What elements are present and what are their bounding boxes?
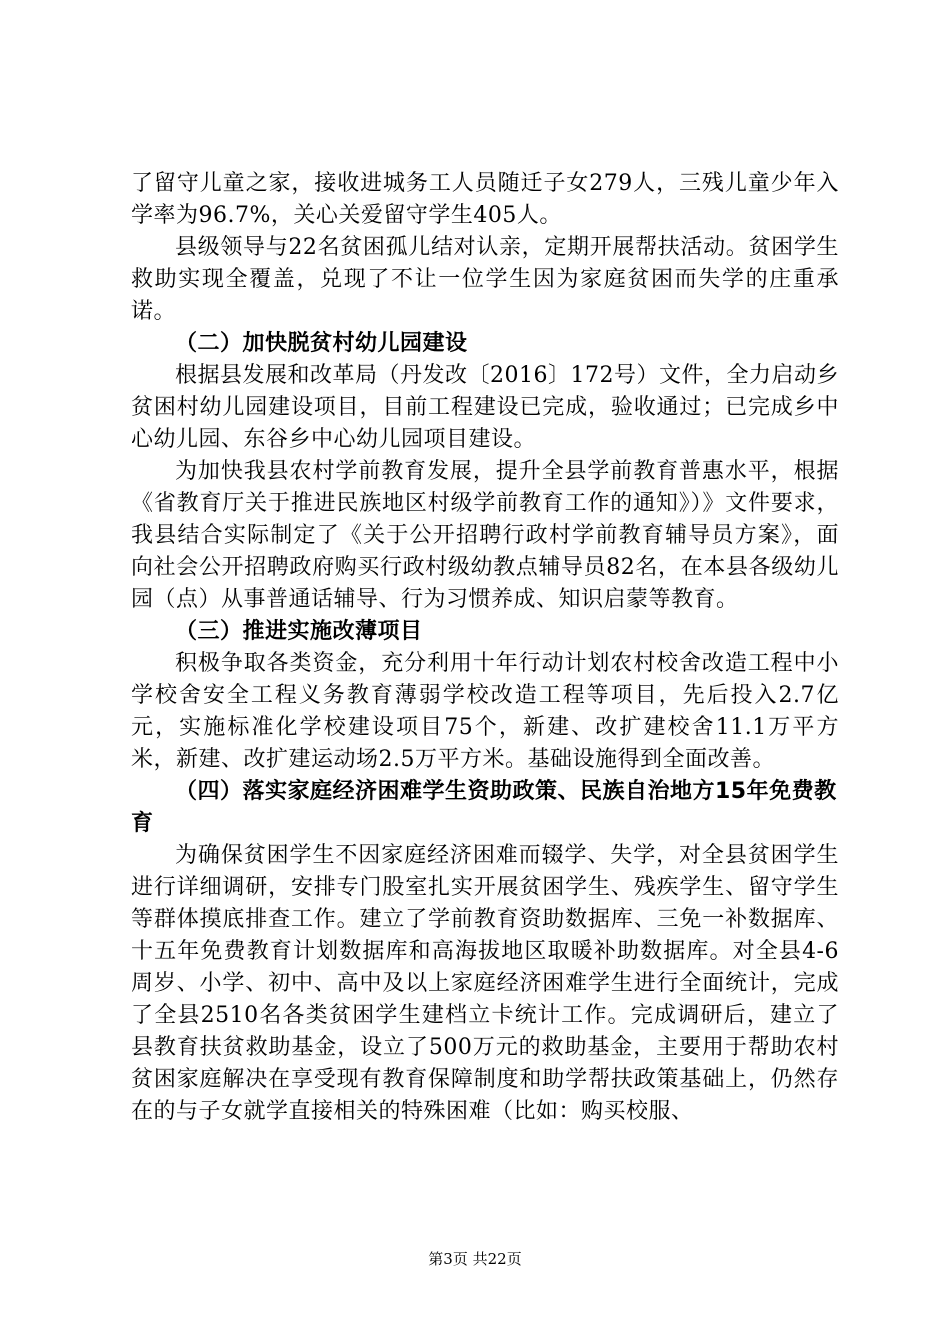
paragraph-orphan-support: 县级领导与22名贫困孤儿结对认亲，定期开展帮扶活动。贫困学生救助实现全覆盖，兑现了不让一位学生因为家庭贫困而失学的庄重承诺。 (131, 235, 839, 324)
section-heading-student-aid: （四）落实家庭经济困难学生资助政策、民族自治地方15年免费教育 (131, 779, 837, 836)
paragraph-kindergarten-project: 根据县发展和改革局（丹发改〔2016〕172号）文件，全力启动乡贫困村幼儿园建设项目，目前工程建设已完成，验收通过；已完成乡中心幼儿园、东谷乡中心幼儿园项目建设。 (131, 363, 839, 452)
page-number-footer: 第3页 共22页 (428, 1250, 522, 1268)
paragraph-school-improvement: 积极争取各类资金，充分利用十年行动计划农村校舍改造工程中小学校舍安全工程义务教育薄弱学校改造工程等项目，先后投入2.7亿元，实施标准化学校建设项目75个，新建、改扩建校舍11.1万平方米，新建、改扩建运动场2.5万平方米。基础设施得到全面改善。 (131, 651, 839, 772)
document-body (131, 168, 839, 1128)
section-heading-school-improvement: （三）推进实施改薄项目 (175, 619, 423, 644)
paragraph-preschool-education: 为加快我县农村学前教育发展，提升全县学前教育普惠水平，根据《省教育厅关于推进民族地区村级学前教育工作的通知》）》文件要求，我县结合实际制定了《关于公开招聘行政村学前教育辅导员方案》，面向社会公开招聘政府购买行政村级幼教点辅导员82名，在本县各级幼儿园（点）从事普通话辅导、行为习惯养成、知识启蒙等教育。 (131, 459, 839, 612)
paragraph-student-aid: 为确保贫困学生不因家庭经济困难而辍学、失学，对全县贫困学生进行详细调研，安排专门股室扎实开展贫困学生、残疾学生、留守学生等群体摸底排查工作。建立了学前教育资助数据库、三免一补数据库、十五年免费教育计划数据库和高海拔地区取暖补助数据库。对全县4-6周岁、小学、初中、高中及以上家庭经济困难学生进行全面统计，完成了全县2510名各类贫困学生建档立卡统计工作。完成调研后，建立了县教育扶贫救助基金，设立了500万元的救助基金，主要用于帮助农村贫困家庭解决在享受现有教育保障制度和助学帮扶政策基础上，仍然存在的与子女就学直接相关的特殊困难（比如：购买校服、 (131, 843, 839, 1124)
section-heading-kindergarten: （二）加快脱贫村幼儿园建设 (175, 331, 468, 356)
paragraph-continuation: 了留守儿童之家，接收进城务工人员随迁子女279人，三残儿童少年入学率为96.7%，关心关爱留守学生405人。 (131, 171, 839, 228)
